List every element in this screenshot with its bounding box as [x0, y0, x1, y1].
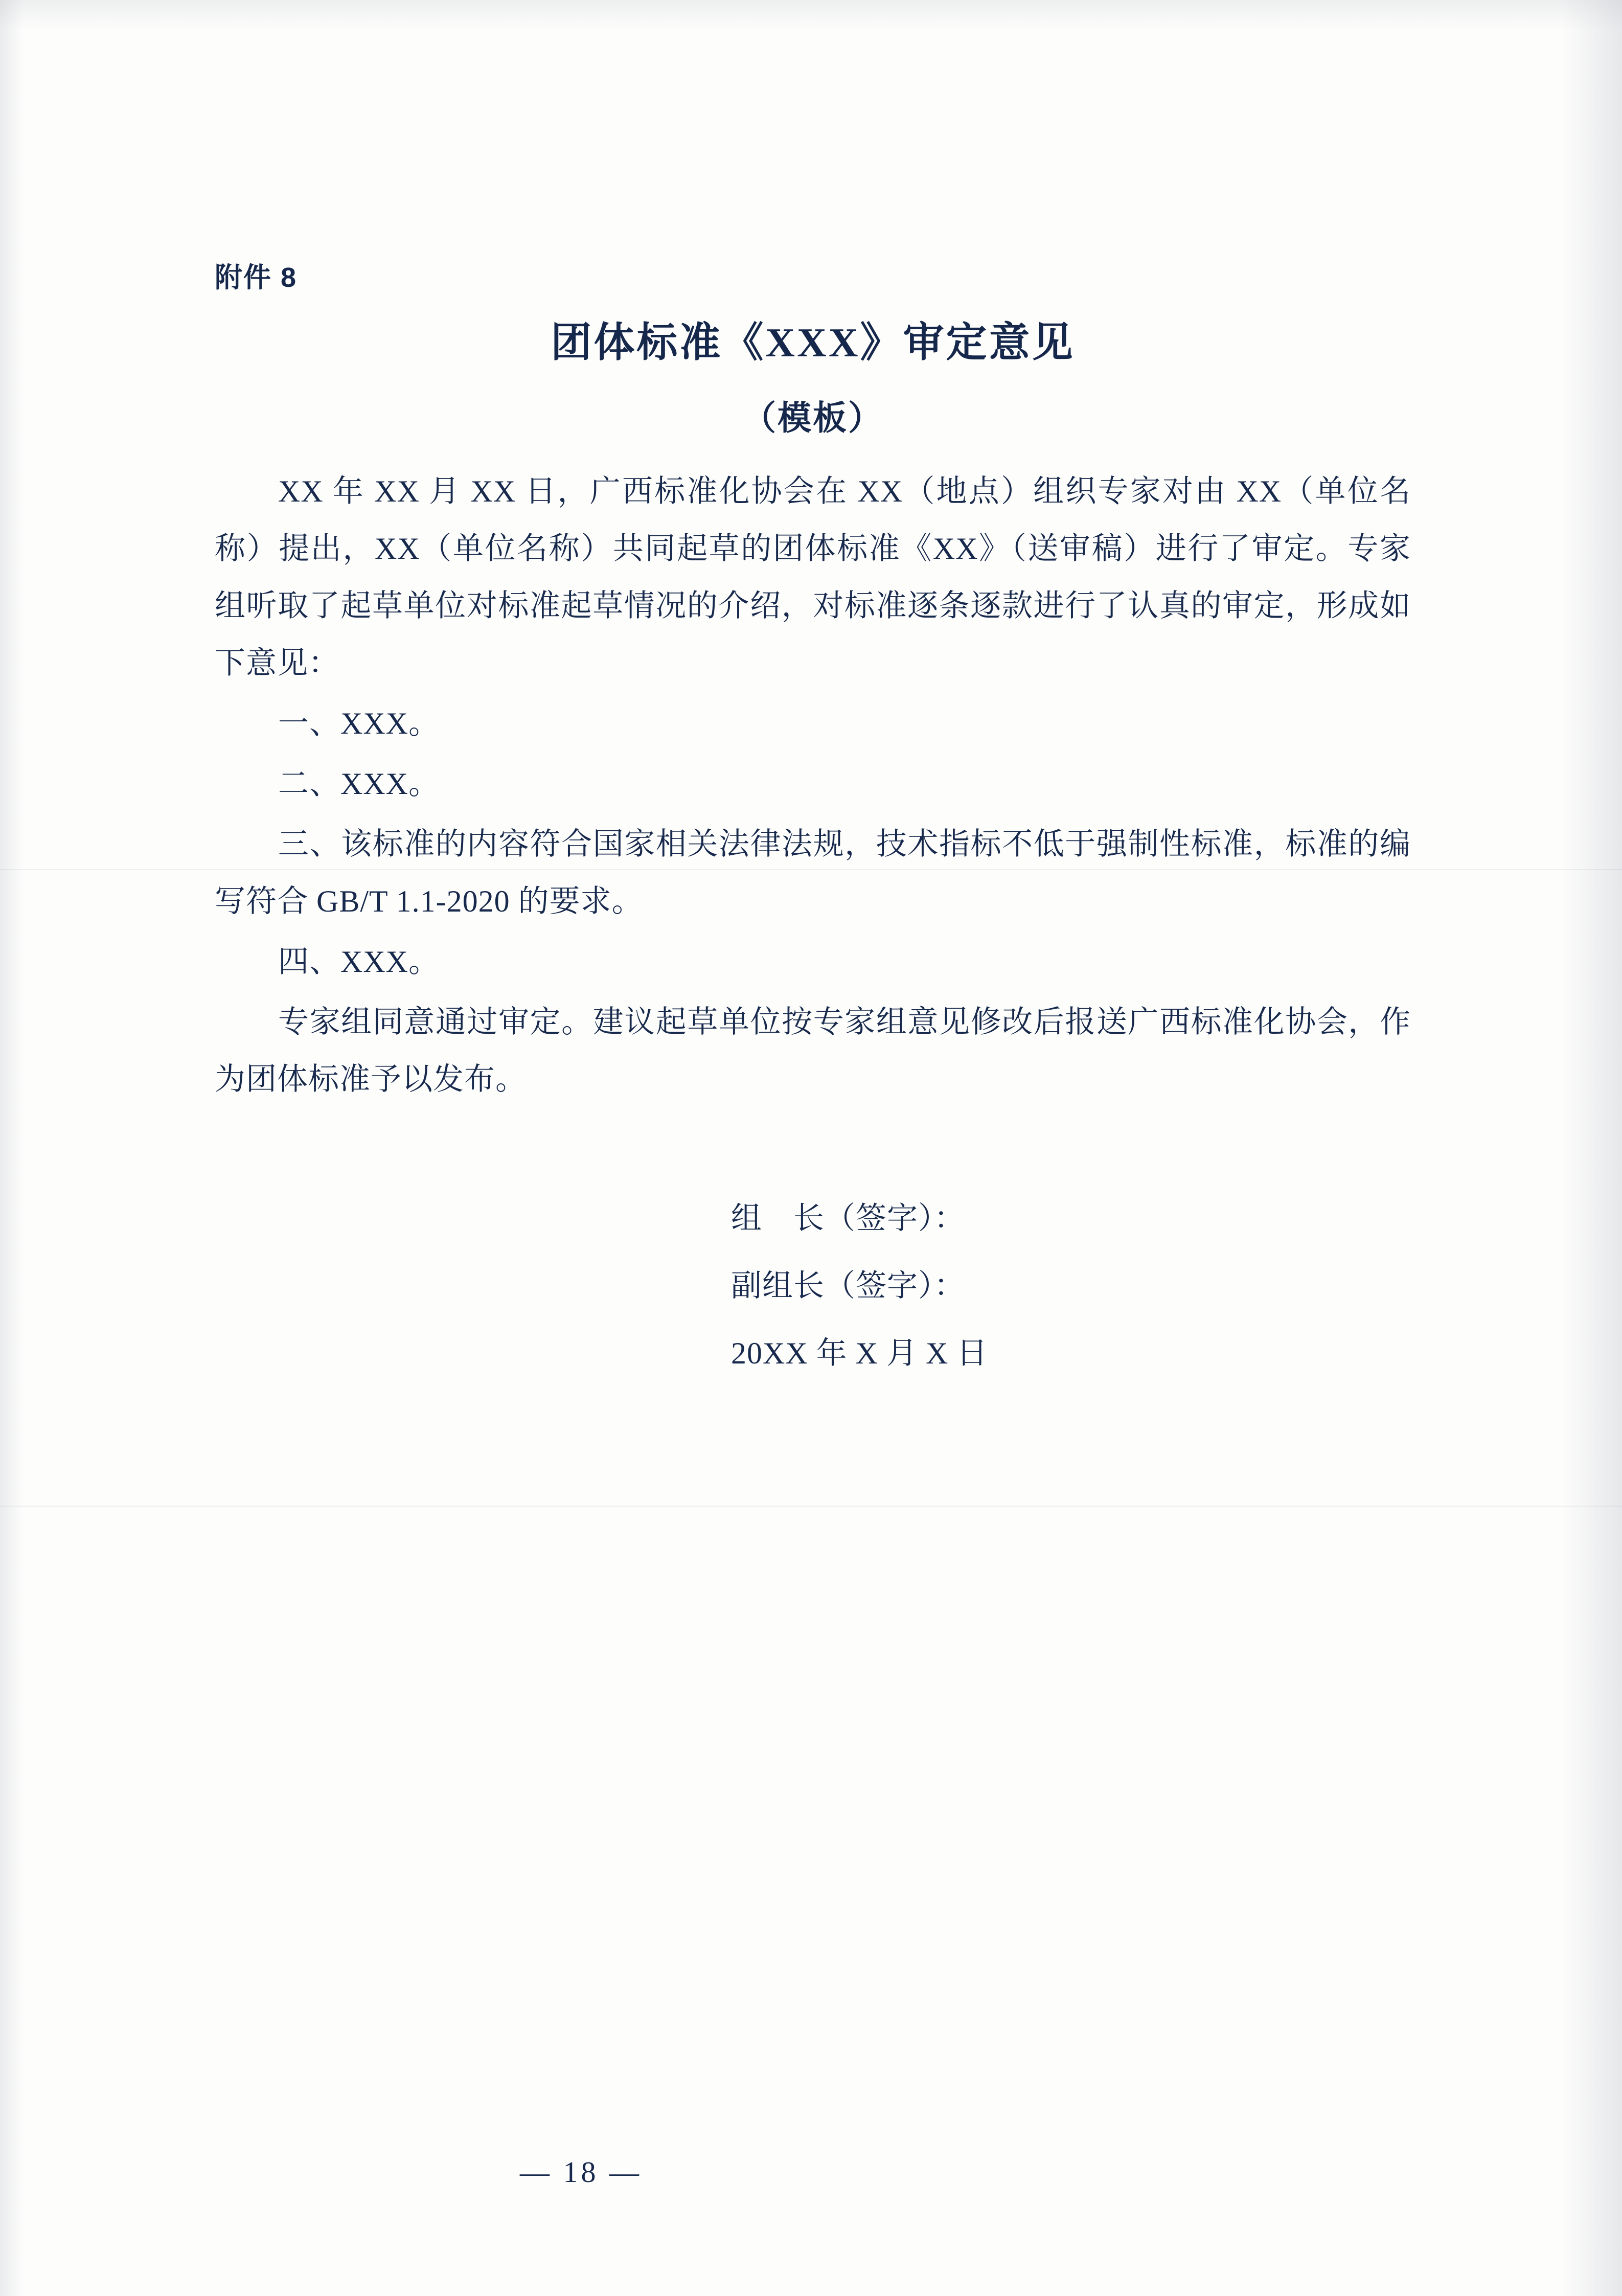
document-content	[215, 256, 1411, 1387]
paragraph-item-2: 二、XXX。	[278, 767, 440, 801]
page-subtitle: （模板）	[742, 400, 883, 437]
paragraph-item-4: 四、XXX。	[278, 945, 440, 979]
signature-block	[215, 1185, 1411, 1387]
page-edge-shading-left	[0, 0, 24, 2296]
signature-date: 20XX 年 X 月 X 日	[731, 1336, 988, 1370]
page-title: 团体标准《XXX》审定意见	[551, 321, 1075, 366]
paragraph-item-1: 一、XXX。	[278, 707, 440, 740]
paragraph-conclusion: 专家组同意通过审定。建议起草单位按专家组意见修改后报送广西标准化协会，作为团体标准予以发布。	[215, 1005, 1411, 1096]
paragraph-item-3: 三、该标准的内容符合国家相关法律法规，技术指标不低于强制性标准，标准的编写符合 GB/T 1.1-2020 的要求。	[215, 827, 1411, 918]
attachment-label: 附件 8	[215, 262, 298, 293]
scan-fold-line	[0, 1506, 1622, 1507]
paragraph-intro: XX 年 XX 月 XX 日，广西标准化协会在 XX（地点）组织专家对由 XX（单位名称）提出，XX（单位名称）共同起草的团体标准《XX》（送审稿）进行了审定。专家组听取了起草单位对标准起草情况的介绍，对标准逐条逐款进行了认真的审定，形成如下意见：	[215, 474, 1411, 680]
signature-leader: 组 长（签字）：	[731, 1201, 965, 1235]
page-edge-shading-right	[1561, 0, 1622, 2296]
signature-deputy-leader: 副组长（签字）：	[731, 1269, 965, 1303]
page-number	[0, 2155, 1622, 2189]
page-number-text: — 18 —	[520, 2155, 642, 2189]
page-edge-shading-top	[0, 0, 1622, 31]
